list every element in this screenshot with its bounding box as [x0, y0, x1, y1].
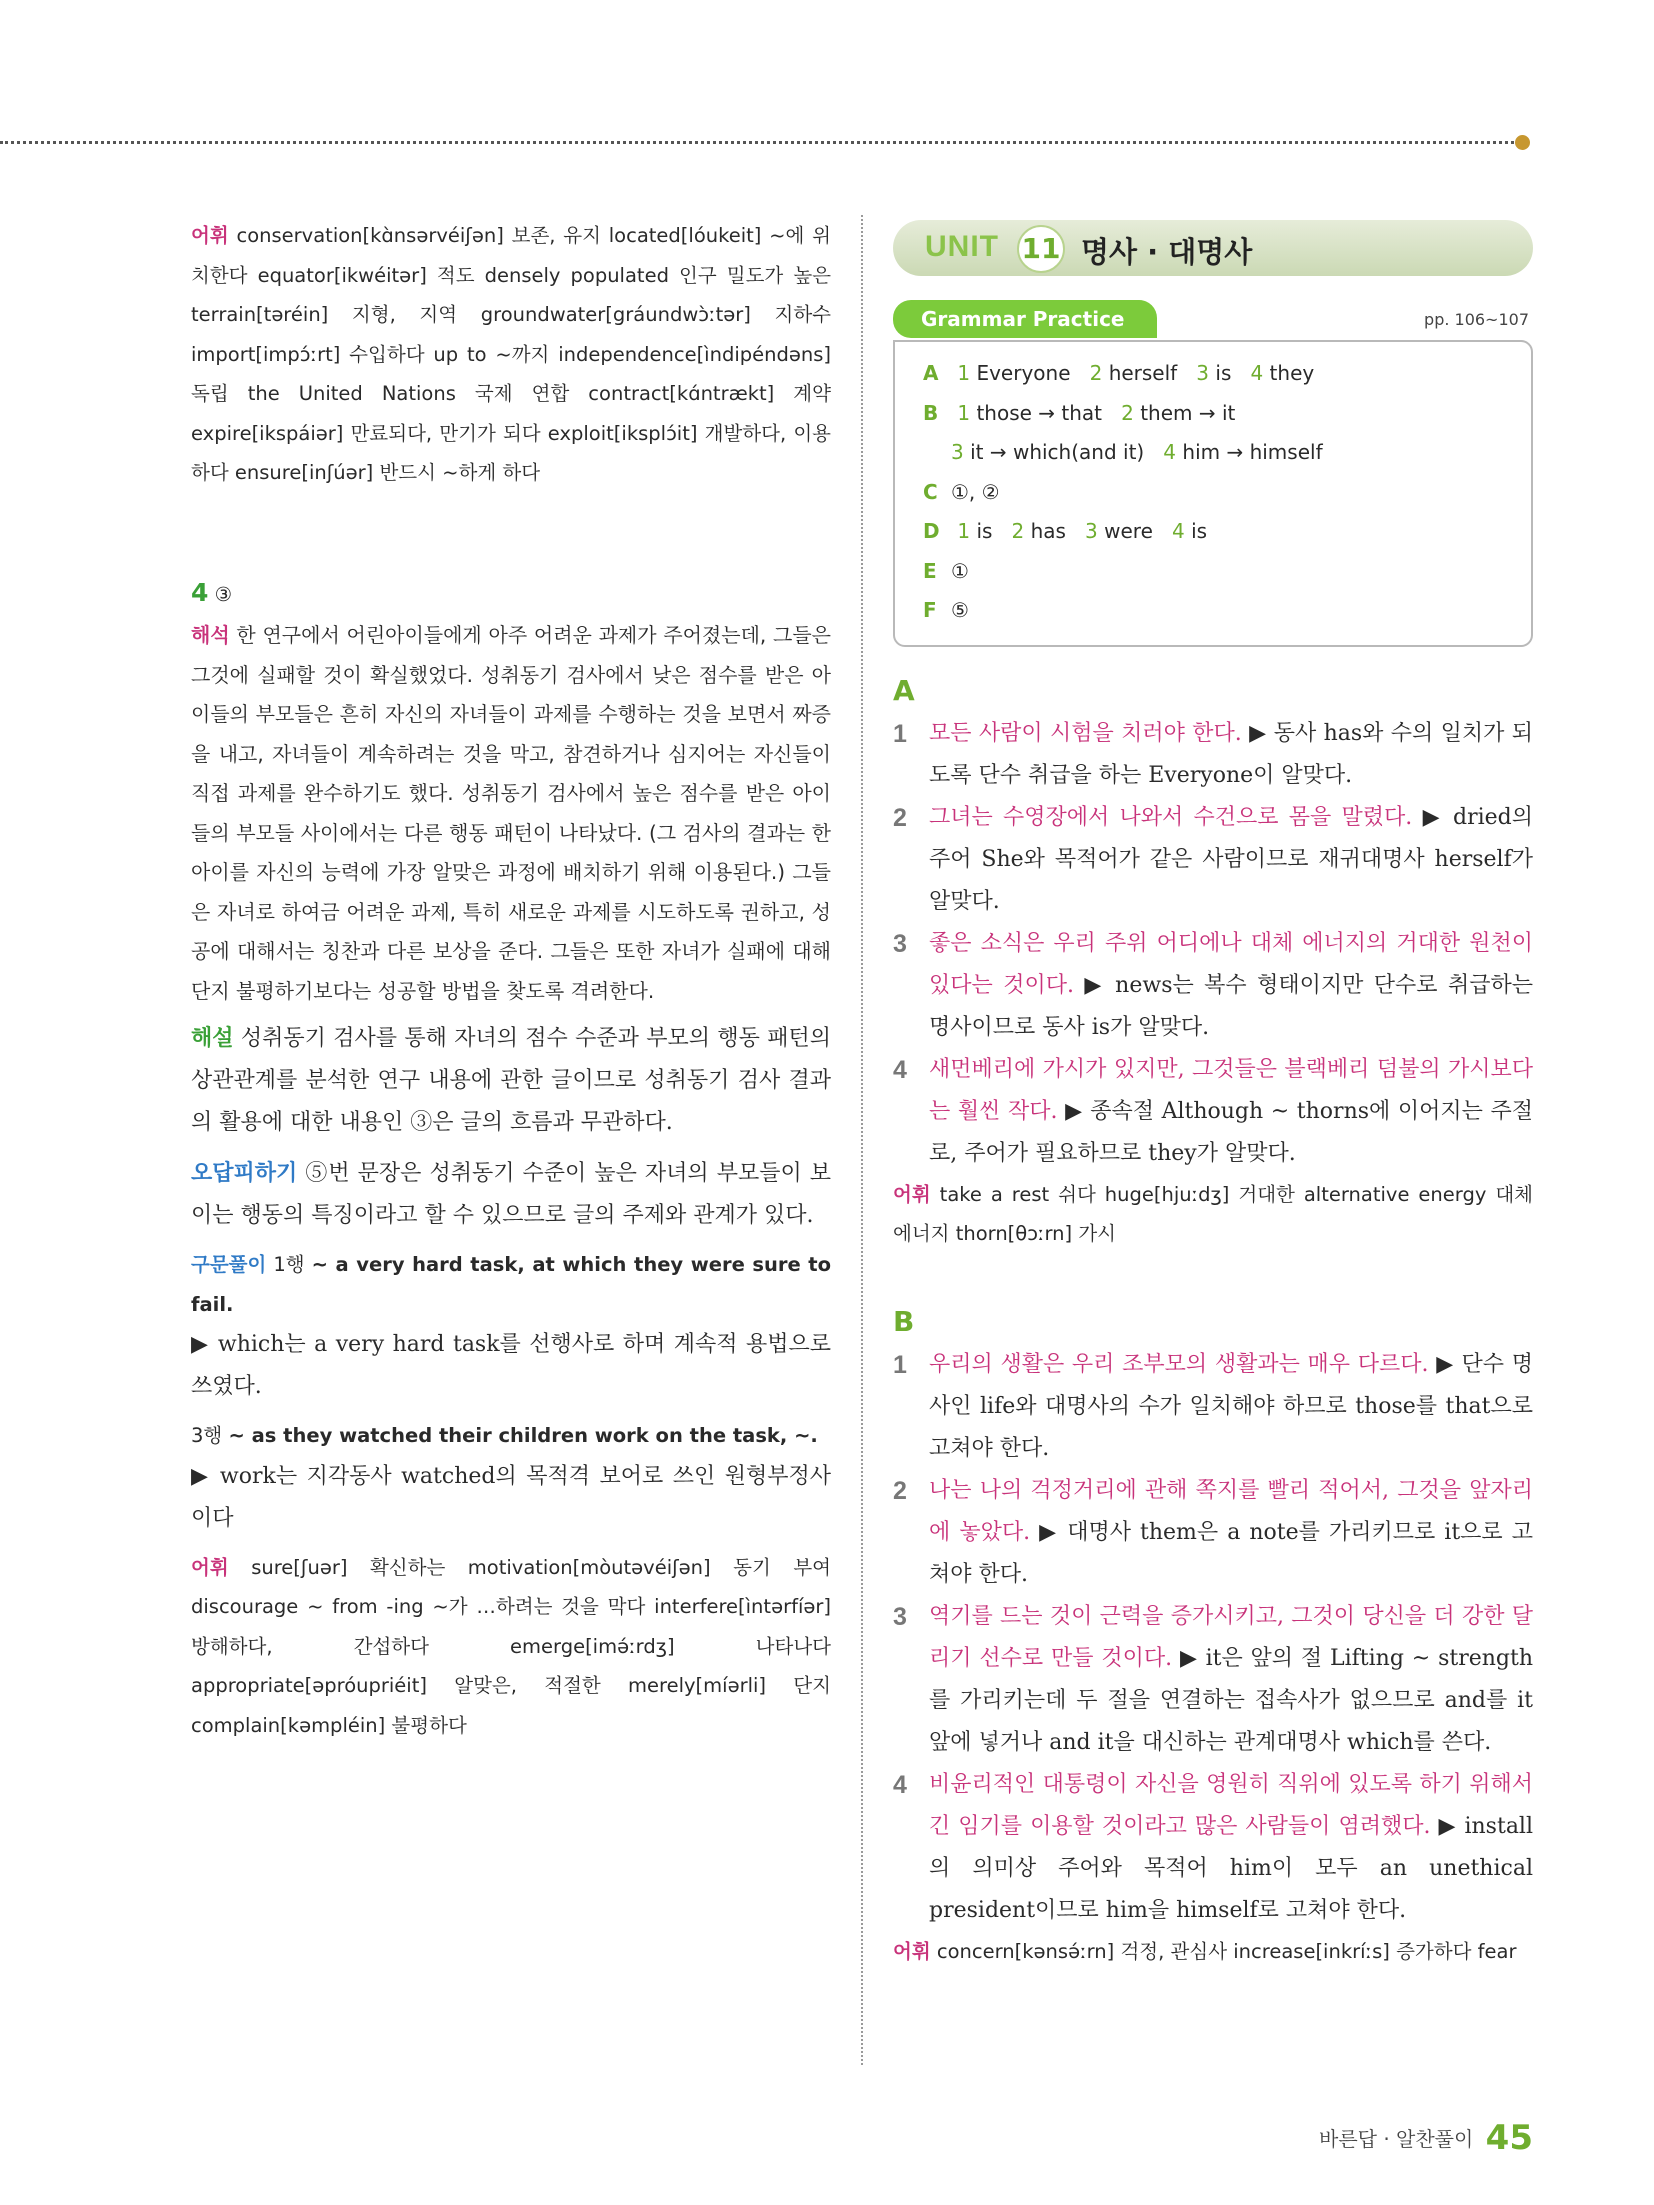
section-b-item-1: 1 우리의 생활은 우리 조부모의 생활과는 매우 다르다. ▶ 단수 명사인 life와 대명사의 수가 일치해야 하므로 those를 that으로 고쳐야 한다.: [893, 1350, 1533, 1461]
syntax-quote: ~ a very hard task, at which they were sure to fail.: [191, 1253, 832, 1316]
answer-row-a: A 1 Everyone 2 herself 3 is 4 they: [923, 361, 1315, 385]
vocab-block-2: [191, 1548, 831, 1746]
vocab-tag: 어휘: [191, 224, 229, 247]
translation-tag: 해석: [191, 623, 230, 647]
section-letter: A: [893, 673, 915, 707]
left-column: [191, 216, 831, 1745]
section-a-item-2: 2 그녀는 수영장에서 나와서 수건으로 몸을 말렸다. ▶ dried의 주어 She와 목적어가 같은 사람이므로 재귀대명사 herself가 알맞다.: [893, 803, 1534, 914]
explanation-text: 성취동기 검사를 통해 자녀의 점수 수준과 부모의 행동 패턴의 상관관계를 분석한 연구 내용에 관한 글이므로 성취동기 검사 결과의 활용에 대한 내용인 ③은 글의 흐름과 무관하다.: [191, 1026, 831, 1135]
syntax-line-ref: 1행: [273, 1253, 305, 1276]
syntax-tag: 구문풀이: [191, 1253, 267, 1276]
grammar-practice-header: [893, 300, 1533, 340]
explanation-block: [191, 1017, 831, 1144]
unit-number-badge: 11: [1017, 225, 1065, 273]
section-b-item-2: 2 나는 나의 걱정거리에 관해 쪽지를 빨리 적어서, 그것을 앞자리에 놓았다. ▶ 대명사 them은 a note를 가리키므로 it으로 고쳐야 한다.: [893, 1476, 1533, 1587]
section-b: [893, 1300, 1533, 1972]
section-a: [893, 669, 1533, 1254]
page-number: 45: [1485, 2118, 1533, 2158]
section-b-vocab: 어휘 concern[kənsə́ːrn] 걱정, 관심사 increase[inkríːs] 증가하다 fear: [893, 1939, 1517, 1963]
translation-text: 한 연구에서 어린아이들에게 아주 어려운 과제가 주어졌는데, 그들은 그것에 실패할 것이 확실했었다. 성취동기 검사에서 낮은 점수를 받은 아이들의 부모들은 흔히 자신의 자녀들이 과제를 수행하는 것을 보면서 짜증을 내고, 자녀들이 계속하려는 것을 막고, 참견하거나 심지어는 자신들이 직접 과제를 완수하기도 했다. 성취동기 검사에서 높은 점수를 받은 아이들의 부모들 사이에서는 다른 행동 패턴이 나타났다. (그 검사의 결과는 한 아이를 자신의 능력에 가장 알맞은 과정에 배치하기 위해 이용된다.) 그들은 자녀로 하여금 어려운 과제, 특히 새로운 과제를 시도하도록 권하고, 성공에 대해서는 칭찬과 다른 보상을 준다. 그들은 또한 자녀가 실패에 대해 단지 불평하기보다는 성공할 방법을 찾도록 격려한다.: [191, 623, 832, 1003]
syntax-quote: ~ as they watched their children work on the task, ~.: [228, 1424, 818, 1447]
question-answer: ③: [214, 582, 233, 606]
header-dot-icon: [1515, 135, 1530, 150]
answer-row-f: F ⑤: [923, 598, 969, 622]
column-divider: [861, 215, 863, 2065]
section-a-item-4: 4 새먼베리에 가시가 있지만, 그것들은 블랙베리 덤불의 가시보다는 훨씬 작다. ▶ 종속절 Although ~ thorns에 이어지는 주절로, 주어가 필요하므로 they가 알맞다.: [893, 1055, 1533, 1166]
wrong-answer-tag: 오답피하기: [191, 1160, 298, 1186]
unit-label: UNIT: [925, 230, 999, 263]
syntax-block-2: [191, 1416, 831, 1456]
unit-header: [893, 220, 1533, 276]
top-dotted-rule: [0, 141, 1520, 144]
section-b-item-3: 3 역기를 드는 것이 근력을 증가시키고, 그것이 당신을 더 강한 달리기 선수로 만들 것이다. ▶ it은 앞의 절 Lifting ~ strength를 가리키는데 두 절을 연결하는 접속사가 없으므로 and를 it 앞에 넣거나 and it을 대신하는 관계대명사 which를 쓴다.: [893, 1602, 1533, 1755]
section-letter: B: [893, 1304, 915, 1338]
vocab-tag: 어휘: [191, 1555, 229, 1579]
wrong-answer-block: [191, 1152, 831, 1237]
vocab-text: sure[ʃuər] 확신하는 motivation[mòutəvéiʃən] 동기 부여 discourage ~ from -ing ~가 …하려는 것을 막다 interfere[ìntərfíər] 방해하다, 간섭하다 emerge[imə́ːrdʒ] 나타나다 appropriate[əpróupriéit] 알맞은, 적절한 merely[míərli] 단지 complain[kəmpléin] 불평하다: [191, 1555, 831, 1737]
grammar-practice-tab: Grammar Practice: [893, 300, 1157, 338]
question-4: [191, 573, 831, 1746]
right-column: [893, 220, 1533, 1971]
page-reference: pp. 106~107: [1424, 310, 1529, 329]
section-a-item-1: 1 모든 사람이 시험을 치러야 한다. ▶ 동사 has와 수의 일치가 되도록 단수 취급을 하는 Everyone이 알맞다.: [893, 719, 1533, 788]
syntax-block-1: [191, 1245, 831, 1324]
syntax-note-2: ▶ work는 지각동사 watched의 목적격 보어로 쓰인 원형부정사이다: [191, 1463, 831, 1531]
answer-row-b: B 1 those → that 2 them → it: [923, 400, 1236, 425]
answer-row-e: E ①: [923, 558, 969, 583]
answer-row-c: C ①, ②: [923, 479, 1000, 504]
section-a-item-3: 3 좋은 소식은 우리 주위 어디에나 대체 에너지의 거대한 원천이 있다는 것이다. ▶ news는 복수 형태이지만 단수로 취급하는 명사이므로 동사 is가 알맞다.: [893, 929, 1534, 1040]
answer-row-b-cont: 3 it → which(and it) 4 him → himself: [951, 440, 1323, 464]
syntax-note-1: ▶ which는 a very hard task를 선행사로 하며 계속적 용법으로 쓰였다.: [191, 1332, 831, 1399]
syntax-line-ref: 3행: [191, 1424, 223, 1447]
section-b-item-4: 4 비윤리적인 대통령이 자신을 영원히 직위에 있도록 하기 위해서 긴 임기를 이용할 것이라고 많은 사람들이 염려했다. ▶ install의 의미상 주어와 목적어 him이 모두 an unethical president이므로 him을 himself로 고쳐야 한다.: [893, 1770, 1534, 1923]
vocab-block-1: [191, 216, 831, 493]
vocab-text: conservation[kɑ̀nsərvéiʃən] 보존, 유지 located[lóukeit] ~에 위치한다 equator[ikwéitər] 적도 densely populated 인구 밀도가 높은 terrain[təréin] 지형, 지역 groundwater[gráundwɔ̀ːtər] 지하수 import[impɔ́ːrt] 수입하다 up to ~까지 independence[ìndipéndəns] 독립 the United Nations 국제 연합 contract[kɑ́ntrækt] 계약 expire[ikspáiər] 만료되다, 만기가 되다 exploit[iksplɔ́it] 개발하다, 이용하다 ensure[inʃúər] 반드시 ~하게 하다: [191, 224, 831, 484]
answer-row-d: D 1 is 2 has 3 were 4 is: [923, 519, 1208, 543]
unit-title: 명사 · 대명사: [1081, 235, 1253, 269]
section-a-vocab: 어휘 take a rest 쉬다 huge[hjuːdʒ] 거대한 alternative energy 대체 에너지 thorn[θɔːrn] 가시: [893, 1182, 1534, 1245]
wrong-answer-text: ⑤번 문장은 성취동기 수준이 높은 자녀의 부모들이 보이는 행동의 특징이라고 할 수 있으므로 글의 주제와 관계가 있다.: [191, 1161, 832, 1228]
translation-block: [191, 616, 831, 1011]
question-number: 4: [191, 577, 209, 607]
footer-label: 바른답 · 알찬풀이: [1319, 2127, 1474, 2151]
explanation-tag: 해설: [191, 1025, 234, 1051]
answer-key-box: [893, 340, 1533, 647]
page-footer: [1319, 2118, 1533, 2158]
